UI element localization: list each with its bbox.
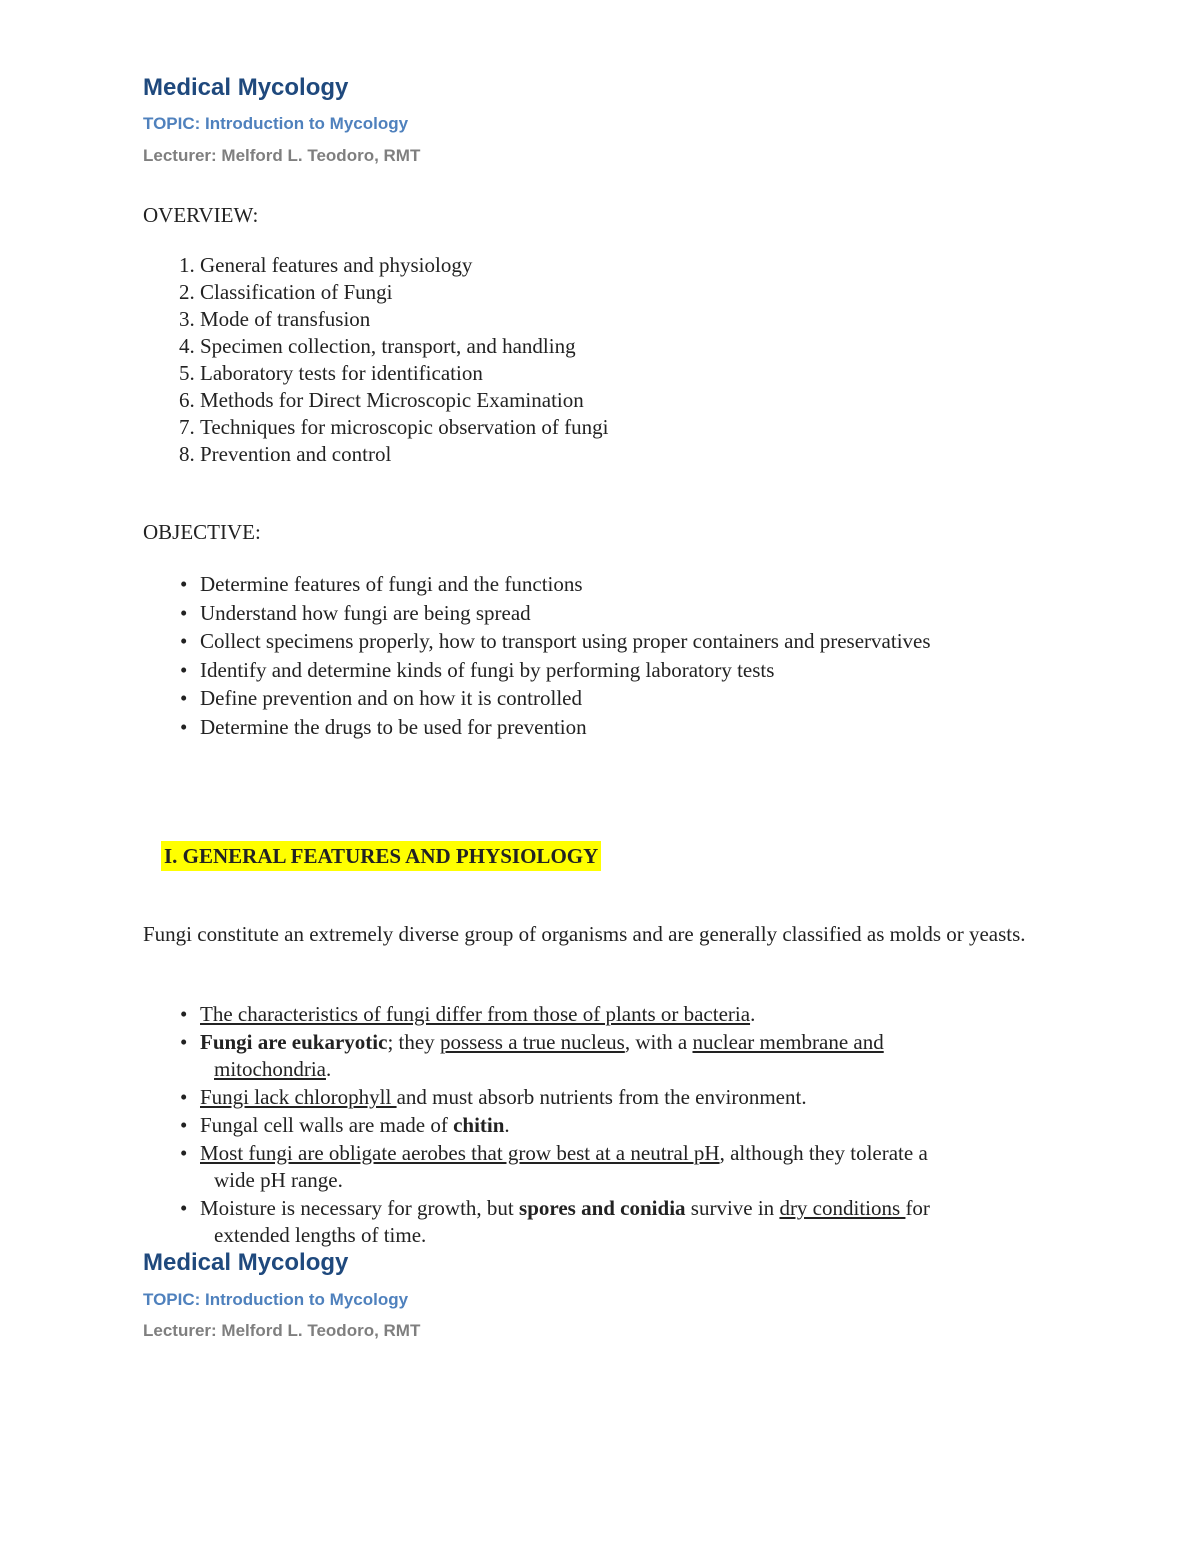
section-heading: I. GENERAL FEATURES AND PHYSIOLOGY <box>161 841 601 871</box>
list-item: • Collect specimens properly, how to transport using proper containers and preservatives <box>143 627 1043 656</box>
list-item: 6. Methods for Direct Microscopic Examination <box>179 388 584 412</box>
topic-line-repeat: TOPIC: Introduction to Mycology <box>143 1290 409 1309</box>
list-item: • Fungi are eukaryotic; they possess a true nucleus, with a nuclear membrane and mitochondria. <box>143 1029 1023 1083</box>
objective-label: OBJECTIVE: <box>143 520 261 544</box>
list-item: 4. Specimen collection, transport, and handling <box>179 334 576 358</box>
document-title: Medical Mycology <box>143 74 349 101</box>
overview-list <box>143 252 609 468</box>
objective-list <box>143 570 1043 741</box>
overview-label: OVERVIEW: <box>143 203 259 227</box>
list-item: • Understand how fungi are being spread <box>143 599 1043 628</box>
list-item: • Define prevention and on how it is controlled <box>143 684 1043 713</box>
list-item: • Most fungi are obligate aerobes that grow best at a neutral pH, although they tolerate a wide pH range. <box>143 1140 1023 1194</box>
lecturer-line: Lecturer: Melford L. Teodoro, RMT <box>143 146 421 165</box>
list-item: • Determine the drugs to be used for prevention <box>143 713 1043 742</box>
list-item: • Fungi lack chlorophyll and must absorb nutrients from the environment. <box>143 1084 1023 1111</box>
list-item: 8. Prevention and control <box>179 442 392 466</box>
intro-paragraph: Fungi constitute an extremely diverse group of organisms and are generally classified as molds or yeasts. <box>143 922 1026 946</box>
features-list <box>143 1001 1023 1250</box>
list-item: 1. General features and physiology <box>179 253 473 277</box>
list-item: • The characteristics of fungi differ from those of plants or bacteria. <box>143 1001 1023 1028</box>
list-item: 2. Classification of Fungi <box>179 280 393 304</box>
list-item: 3. Mode of transfusion <box>179 307 371 331</box>
list-item: 7. Techniques for microscopic observation of fungi <box>179 415 609 439</box>
list-item: • Fungal cell walls are made of chitin. <box>143 1112 1023 1139</box>
list-item: • Determine features of fungi and the functions <box>143 570 1043 599</box>
list-item: • Moisture is necessary for growth, but spores and conidia survive in dry conditions for extended lengths of time. <box>143 1195 1023 1249</box>
list-item: • Identify and determine kinds of fungi by performing laboratory tests <box>143 656 1043 685</box>
lecturer-line-repeat: Lecturer: Melford L. Teodoro, RMT <box>143 1321 421 1340</box>
document-title-repeat: Medical Mycology <box>143 1249 349 1276</box>
topic-line: TOPIC: Introduction to Mycology <box>143 114 409 133</box>
list-item: 5. Laboratory tests for identification <box>179 361 483 385</box>
